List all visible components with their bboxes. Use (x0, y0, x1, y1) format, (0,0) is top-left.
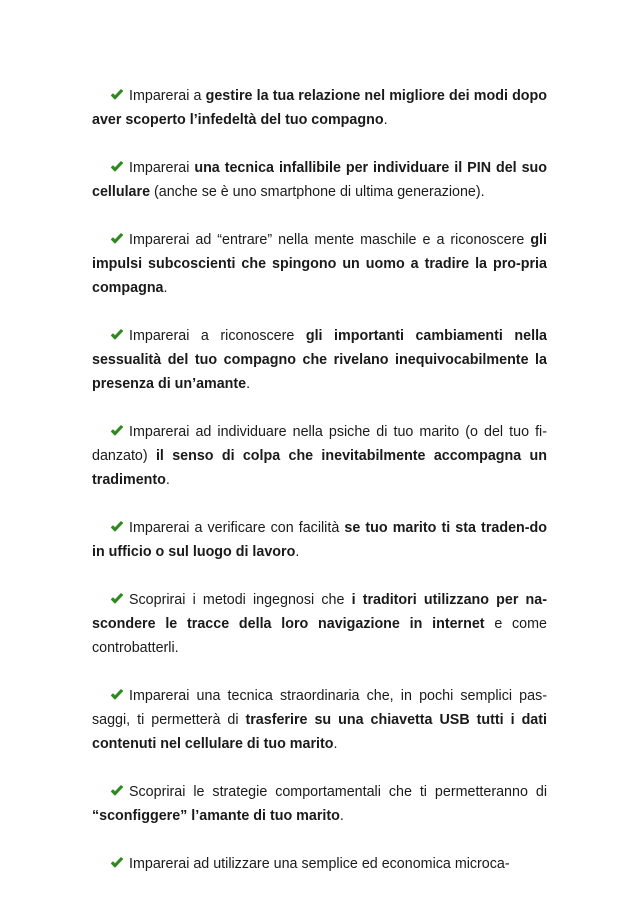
body-text: e come controbatterli. (92, 616, 547, 656)
bullet-paragraph (92, 516, 547, 564)
body-text: . (295, 544, 300, 560)
check-icon (110, 326, 124, 340)
bold-text: il senso di colpa che inevitabilmente accompagna un tradimento (92, 448, 547, 488)
body-text: . (165, 472, 170, 488)
body-text: . (246, 376, 251, 392)
bullet-paragraph (92, 84, 547, 132)
bullet-paragraph (92, 780, 547, 828)
body-text: (anche se è uno smartphone di ultima generazione). (150, 184, 485, 200)
body-text: Scoprirai le strategie comportamentali che ti permetteranno di (129, 784, 547, 800)
body-text: Imparerai ad utilizzare una semplice ed economica microca- (129, 856, 510, 872)
bold-text: gli impulsi subcoscienti che spingono un uomo a tradire la pro-pria compagna (92, 232, 547, 296)
bold-text: trasferire su una chiavetta USB tutti i dati contenuti nel cellulare di tuo marito (92, 712, 547, 752)
bullet-paragraph (92, 684, 547, 756)
bullet-paragraph (92, 324, 547, 396)
bullet-paragraph (92, 852, 547, 876)
check-icon (110, 854, 124, 868)
check-icon (110, 86, 124, 100)
body-text: . (383, 112, 388, 128)
bold-text: gli importanti cambiamenti nella sessualità del tuo compagno che rivelano inequivocabilmente la presenza di un’amante (92, 328, 547, 392)
bullet-paragraph (92, 156, 547, 204)
body-text: Imparerai a verificare con facilità (129, 520, 345, 536)
document-page (92, 84, 547, 900)
check-icon (110, 782, 124, 796)
bullet-paragraph (92, 588, 547, 660)
bold-text: se tuo marito ti sta traden-do in ufficio o sul luogo di lavoro (92, 520, 547, 560)
check-icon (110, 158, 124, 172)
body-text: . (163, 280, 168, 296)
body-text: Imparerai una tecnica straordinaria che, in pochi semplici pas-saggi, ti permetterà di (92, 688, 547, 728)
bullet-paragraph (92, 420, 547, 492)
body-text: Imparerai a (129, 88, 206, 104)
body-text: Imparerai ad “entrare” nella mente maschile e a riconoscere (129, 232, 531, 248)
check-icon (110, 230, 124, 244)
body-text: Scoprirai i metodi ingegnosi che (129, 592, 352, 608)
check-icon (110, 518, 124, 532)
body-text: Imparerai ad individuare nella psiche di tuo marito (o del tuo fi-danzato) (92, 424, 547, 464)
bold-text: i traditori utilizzano per na-scondere le tracce della loro navigazione in internet (92, 592, 547, 632)
bold-text: una tecnica infallibile per individuare il PIN del suo cellulare (92, 160, 547, 200)
bold-text: “sconfiggere” l’amante di tuo marito (92, 808, 340, 824)
body-text: . (333, 736, 338, 752)
body-text: . (339, 808, 344, 824)
check-icon (110, 686, 124, 700)
check-icon (110, 590, 124, 604)
body-text: Imparerai a riconoscere (129, 328, 306, 344)
bold-text: gestire la tua relazione nel migliore dei modi dopo aver scoperto l’infedeltà del tuo compagno (92, 88, 547, 128)
check-icon (110, 422, 124, 436)
bullet-paragraph (92, 228, 547, 300)
body-text: Imparerai (129, 160, 195, 176)
